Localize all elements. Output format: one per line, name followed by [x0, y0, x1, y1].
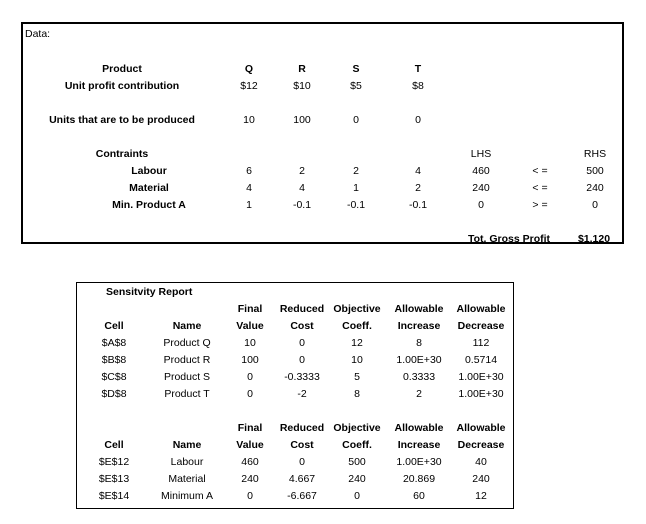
table1-value: 10 — [351, 354, 363, 366]
table2-header-top: Reduced — [279, 422, 325, 434]
unit-profit-label: Unit profit contribution — [64, 80, 180, 92]
unit-profit-t: $8 — [412, 80, 424, 92]
product-header-label: Product — [102, 63, 142, 75]
table2-value: 0 — [299, 456, 305, 468]
unit-profit-s: $5 — [350, 80, 362, 92]
table2-header: Decrease — [457, 439, 505, 451]
table2-value: 12 — [475, 490, 487, 502]
constraint-sign: < = — [532, 182, 548, 194]
table1-header-top: Final — [237, 303, 263, 315]
constraint-coef: -0.1 — [408, 199, 428, 211]
table2-value: -6.667 — [287, 490, 317, 502]
table2-header: Coeff. — [342, 439, 372, 451]
constraint-coef: 1 — [353, 182, 359, 194]
constraint-coef: -0.1 — [346, 199, 366, 211]
table2-name: Labour — [170, 456, 204, 468]
table2-value: 0 — [354, 490, 360, 502]
constraint-rhs: 0 — [592, 199, 598, 211]
constraint-label: Labour — [131, 165, 167, 177]
table1-header: Name — [172, 320, 202, 332]
table1-value: 0 — [299, 337, 305, 349]
table1-header: Cost — [290, 320, 314, 332]
table2-value: 0 — [247, 490, 253, 502]
table1-value: 8 — [416, 337, 422, 349]
table1-value: 0 — [299, 354, 305, 366]
units-produced-label: Units that are to be produced — [49, 114, 195, 126]
constraint-label: Min. Product A — [112, 199, 186, 211]
table2-cell: $E$14 — [98, 490, 130, 502]
table2-value: 4.667 — [288, 473, 316, 485]
constraint-coef: 2 — [299, 165, 305, 177]
data-label: Data: — [25, 28, 51, 40]
units-t: 0 — [415, 114, 421, 126]
unit-profit-q: $12 — [240, 80, 258, 92]
product-s-header: S — [352, 63, 360, 75]
table1-header: Cell — [104, 320, 124, 332]
table2-header: Cost — [290, 439, 314, 451]
table2-value: 240 — [472, 473, 490, 485]
table2-value: 40 — [475, 456, 487, 468]
table1-header: Decrease — [457, 320, 505, 332]
total-gross-profit-label: Tot. Gross Profit — [467, 233, 551, 245]
constraint-rhs: 500 — [586, 165, 604, 177]
table2-value: 460 — [241, 456, 259, 468]
constraint-lhs: 460 — [472, 165, 490, 177]
table2-value: 500 — [348, 456, 366, 468]
table1-value: 0 — [247, 371, 253, 383]
table2-value: 240 — [348, 473, 366, 485]
total-gross-profit-value: $1,120 — [577, 233, 611, 245]
table1-value: 5 — [354, 371, 360, 383]
table1-name: Product R — [163, 354, 211, 366]
constraint-coef: 6 — [246, 165, 252, 177]
product-r-header: R — [298, 63, 306, 75]
sensitivity-title: Sensitvity Report — [106, 286, 193, 298]
table1-header-top: Reduced — [279, 303, 325, 315]
lhs-header: LHS — [470, 148, 492, 160]
table1-value: 1.00E+30 — [458, 388, 504, 400]
table2-cell: $E$12 — [98, 456, 130, 468]
table2-value: 1.00E+30 — [396, 456, 442, 468]
table1-value: -2 — [297, 388, 307, 400]
rhs-header: RHS — [583, 148, 607, 160]
product-q-header: Q — [244, 63, 254, 75]
units-q: 10 — [243, 114, 255, 126]
table1-cell: $C$8 — [101, 371, 127, 383]
product-t-header: T — [414, 63, 422, 75]
table1-cell: $D$8 — [101, 388, 127, 400]
table1-value: 0 — [247, 388, 253, 400]
units-s: 0 — [353, 114, 359, 126]
table2-name: Material — [168, 473, 206, 485]
unit-profit-r: $10 — [293, 80, 311, 92]
table1-name: Product Q — [163, 337, 211, 349]
constraint-coef: 1 — [246, 199, 252, 211]
table1-header-top: Allowable — [456, 303, 506, 315]
table1-header-top: Objective — [333, 303, 381, 315]
table2-header-top: Allowable — [394, 422, 444, 434]
table1-value: -0.3333 — [284, 371, 320, 383]
table1-value: 8 — [354, 388, 360, 400]
table2-value: 20.869 — [402, 473, 436, 485]
table1-header: Increase — [397, 320, 441, 332]
constraint-sign: > = — [532, 199, 548, 211]
table1-value: 100 — [241, 354, 259, 366]
table2-header: Cell — [104, 439, 124, 451]
constraint-coef: 2 — [353, 165, 359, 177]
units-r: 100 — [293, 114, 311, 126]
table2-value: 240 — [241, 473, 259, 485]
table1-value: 1.00E+30 — [458, 371, 504, 383]
table1-name: Product T — [164, 388, 210, 400]
constraint-coef: 4 — [299, 182, 305, 194]
constraints-title: Contraints — [95, 148, 149, 160]
table2-header: Value — [236, 439, 264, 451]
table2-header: Name — [172, 439, 202, 451]
table1-value: 2 — [416, 388, 422, 400]
table2-value: 60 — [413, 490, 425, 502]
constraint-coef: 2 — [415, 182, 421, 194]
table2-header-top: Final — [237, 422, 263, 434]
constraint-rhs: 240 — [586, 182, 604, 194]
table1-cell: $A$8 — [101, 337, 127, 349]
table1-name: Product S — [163, 371, 211, 383]
constraint-sign: < = — [532, 165, 548, 177]
table2-header-top: Objective — [333, 422, 381, 434]
table2-name: Minimum A — [161, 490, 213, 502]
table1-value: 10 — [244, 337, 256, 349]
table1-value: 0.3333 — [402, 371, 436, 383]
table1-value: 12 — [351, 337, 363, 349]
constraint-coef: 4 — [246, 182, 252, 194]
table2-cell: $E$13 — [98, 473, 130, 485]
constraint-coef: 4 — [415, 165, 421, 177]
constraint-lhs: 0 — [478, 199, 484, 211]
constraint-coef: -0.1 — [292, 199, 312, 211]
table1-value: 0.5714 — [464, 354, 498, 366]
table1-value: 1.00E+30 — [396, 354, 442, 366]
table2-header: Increase — [397, 439, 441, 451]
table1-header-top: Allowable — [394, 303, 444, 315]
constraint-lhs: 240 — [472, 182, 490, 194]
table1-value: 112 — [472, 337, 490, 349]
table1-header: Value — [236, 320, 264, 332]
table1-cell: $B$8 — [101, 354, 127, 366]
table1-header: Coeff. — [342, 320, 372, 332]
table2-header-top: Allowable — [456, 422, 506, 434]
constraint-label: Material — [129, 182, 169, 194]
